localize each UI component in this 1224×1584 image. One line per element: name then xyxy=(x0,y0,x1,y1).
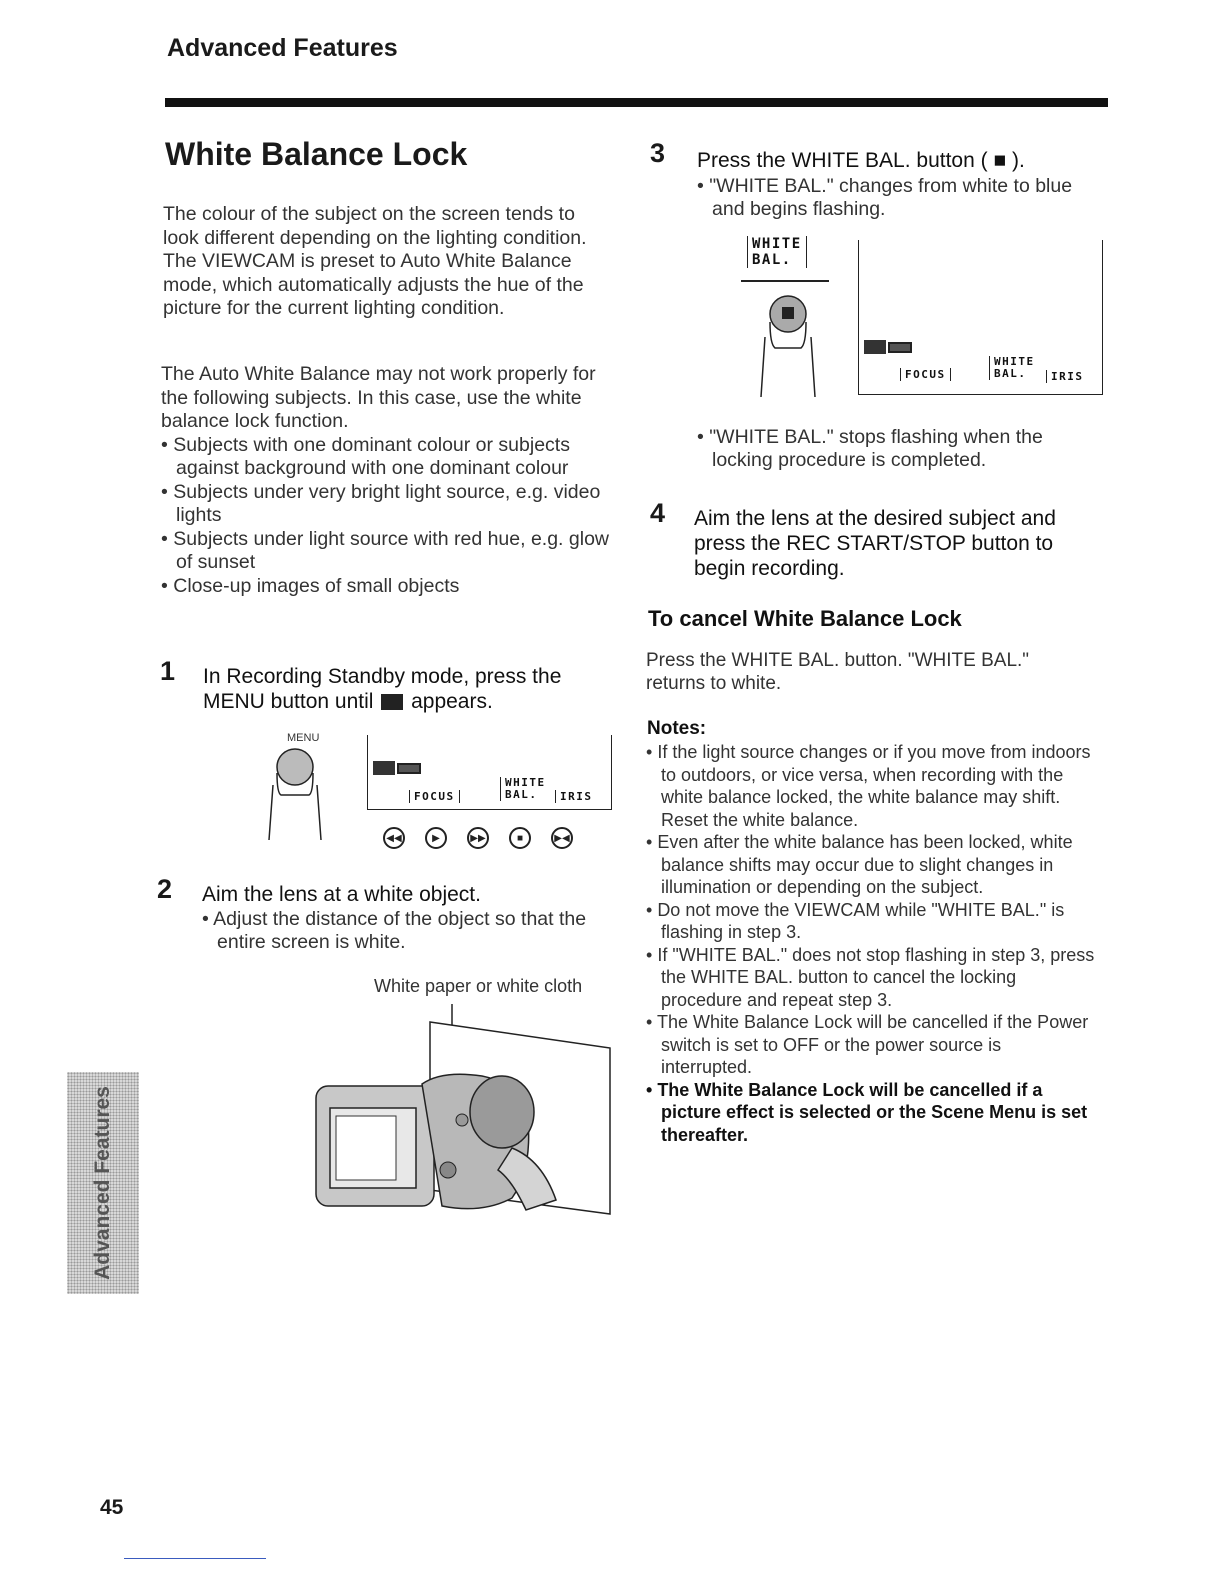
lcd-bal-text: BAL. xyxy=(505,788,538,801)
step-3-bullets-after xyxy=(697,426,1097,472)
subject-bullet-list xyxy=(161,434,616,599)
step-4-text: Aim the lens at the desired subject and press the REC START/STOP button to begin recording. xyxy=(694,507,1056,580)
rewind-icon: ◀◀ xyxy=(383,827,405,849)
lcd-iris-label: IRIS xyxy=(1046,370,1084,383)
cancel-text: Press the WHITE BAL. button. "WHITE BAL." returns to white. xyxy=(646,650,1030,694)
step-3-bullet: • "WHITE BAL." changes from white to blue and begins flashing. xyxy=(697,175,1087,221)
frame-advance-icon: ▶◀ xyxy=(551,827,573,849)
lcd-screen-2 xyxy=(858,240,1103,395)
subject-bullet: • Subjects under very bright light source, e.g. video lights xyxy=(161,481,616,528)
button-white-text: WHITE xyxy=(752,236,802,252)
lcd-white-text: WHITE xyxy=(505,776,546,789)
lcd-white-bal-label-flashing xyxy=(989,356,1035,380)
white-bal-finger-icon xyxy=(755,292,825,402)
step-2-bullets xyxy=(202,908,612,954)
picture-menu-icon xyxy=(864,340,886,354)
note-item: • If "WHITE BAL." does not stop flashing in step 3, press the WHITE BAL. button to cancel the locking procedure and repeat step 3. xyxy=(646,944,1096,1012)
white-bal-button-label xyxy=(747,236,807,268)
lcd-bal-text: BAL. xyxy=(994,367,1027,380)
auto-wb-text: The Auto White Balance may not work properly for the following subjects. In this case, use the white balance lock function. xyxy=(161,363,596,432)
subject-bullet: • Subjects under light source with red hue, e.g. glow of sunset xyxy=(161,528,616,575)
step-2-number: 2 xyxy=(157,874,173,904)
lcd-iris-label: IRIS xyxy=(555,790,593,803)
stop-icon: ■ xyxy=(509,827,531,849)
auto-wb-block xyxy=(161,363,616,598)
notes-title: Notes: xyxy=(647,718,707,739)
subject-bullet: • Subjects with one dominant colour or subjects against background with one dominant colour xyxy=(161,434,616,481)
step-2-text: Aim the lens at a white object. xyxy=(202,883,481,906)
notes-list xyxy=(646,741,1096,1146)
lcd-focus-label: FOCUS xyxy=(900,368,951,381)
battery-icon xyxy=(888,342,912,353)
battery-icon xyxy=(397,763,421,774)
picture-menu-icon xyxy=(373,761,395,775)
note-item: • If the light source changes or if you move from indoors to outdoors, or vice versa, when recording with the white balance locked, the white balance may shift. Reset the white balance. xyxy=(646,741,1096,831)
camera-caption: White paper or white cloth xyxy=(374,976,583,996)
finger-press-icon xyxy=(255,745,335,845)
button-underline xyxy=(741,280,829,282)
lcd-screen-1 xyxy=(367,735,612,810)
menu-button-label: MENU xyxy=(287,732,320,744)
note-item-emphasis: • The White Balance Lock will be cancelled if a picture effect is selected or the Scene Menu is set thereafter. xyxy=(646,1079,1096,1147)
lcd-white-bal-label xyxy=(500,777,546,801)
step-4-number: 4 xyxy=(650,498,666,528)
step-3-bullets xyxy=(697,175,1087,221)
step-1-text-after: appears. xyxy=(405,690,493,713)
header-rule xyxy=(165,98,1108,107)
step-1-number: 1 xyxy=(160,656,176,686)
step-3-bullet: • "WHITE BAL." stops flashing when the locking procedure is completed. xyxy=(697,426,1097,472)
subject-bullet: • Close-up images of small objects xyxy=(161,575,616,599)
side-tab-label: Advanced Features xyxy=(91,1086,114,1280)
transport-controls xyxy=(383,827,573,849)
play-icon: ▶ xyxy=(425,827,447,849)
page-title: White Balance Lock xyxy=(165,136,468,172)
step-1-text-before: In Recording Standby mode, press the MENU button until xyxy=(203,665,562,713)
lcd-focus-label: FOCUS xyxy=(409,790,460,803)
cancel-heading: To cancel White Balance Lock xyxy=(648,606,962,631)
side-section-tab xyxy=(67,1072,139,1294)
note-item: • Do not move the VIEWCAM while "WHITE BAL." is flashing in step 3. xyxy=(646,899,1096,944)
section-header: Advanced Features xyxy=(167,34,398,62)
intro-paragraph xyxy=(163,203,603,321)
intro-text: The colour of the subject on the screen tends to look different depending on the lighting condition. The VIEWCAM is preset to Auto White Balance mode, which automatically adjusts the hue of the picture for the current lighting condition. xyxy=(163,203,587,319)
step-3-number: 3 xyxy=(650,138,666,168)
note-item: • Even after the white balance has been locked, white balance shifts may occur due to slight changes in illumination or depending on the subject. xyxy=(646,831,1096,899)
lcd-white-text: WHITE xyxy=(994,355,1035,368)
footer-line xyxy=(124,1558,266,1559)
step-1-text xyxy=(203,664,613,714)
step-3-text: Press the WHITE BAL. button ( ■ ). xyxy=(697,149,1025,172)
camcorder-illustration xyxy=(312,1000,612,1220)
step-2-bullet: • Adjust the distance of the object so that the entire screen is white. xyxy=(202,908,612,954)
note-item: • The White Balance Lock will be cancelled if the Power switch is set to OFF or the power source is interrupted. xyxy=(646,1011,1096,1079)
fast-forward-icon: ▶▶ xyxy=(467,827,489,849)
button-bal-text: BAL. xyxy=(752,252,792,268)
page-number: 45 xyxy=(100,1496,124,1519)
menu-icon xyxy=(381,694,403,710)
